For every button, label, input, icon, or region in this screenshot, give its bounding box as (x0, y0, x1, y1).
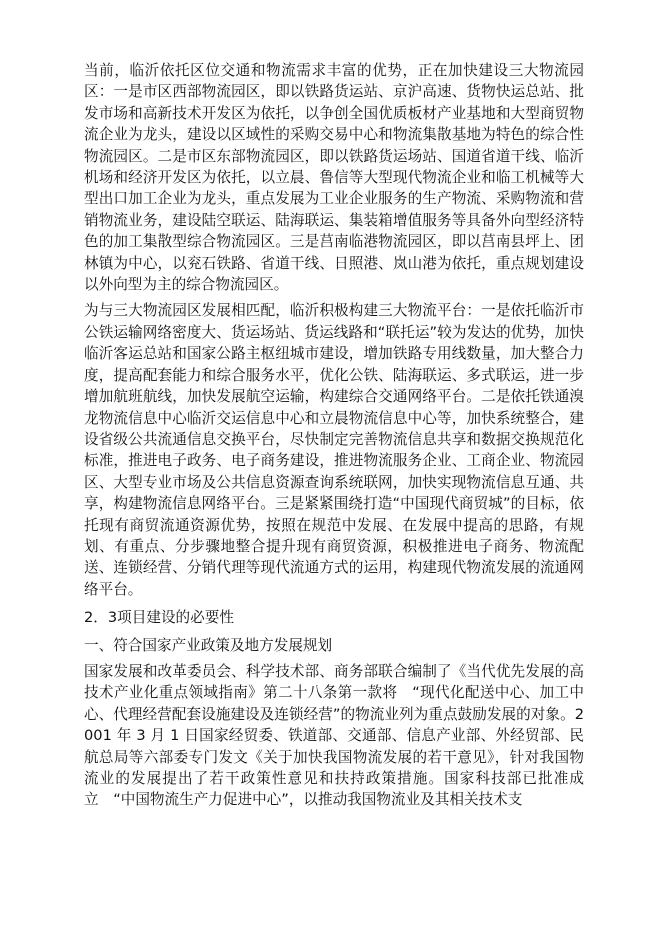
section-heading: 2．3项目建设的必要性 (84, 609, 234, 627)
paragraph-logistics-parks: 当前，临沂依托区位交通和物流需求丰富的优势，正在加快建设三大物流园区：一是市区西部物流园区，即以铁路货运站、京沪高速、货物快运总站、批发市场和高新技术开发区为依托，以争创全国优质板材产业基地和大型商贸物流企业为龙头，建设以区域性的采购交易中心和物流集散基地为特色的综合性物流园区。二是市区东部物流园区，即以铁路货运场站、国道省道干线、临沂机场和经济开发区为依托，以立晨、鲁信等大型现代物流企业和临工机械等大型出口加工企业为龙头，重点发展为工业企业服务的生产物流、采购物流和营销物流业务，建设陆空联运、陆海联运、集装箱增值服务等具备外向型经济特色的加工集散型综合物流园区。三是莒南临港物流园区，即以莒南县坪上、团林镇为中心，以兖石铁路、省道干线、日照港、岚山港为依托，重点规划建设以外向型为主的综合物流园区。 (84, 62, 584, 294)
paragraph-logistics-platforms: 为与三大物流园区发展相匹配，临沂积极构建三大物流平台：一是依托临沂市公铁运输网络密度大、货运场站、货运线路和“联托运”较为发达的优势，加快临沂客运总站和国家公路主枢纽城市建设，增加铁路专用线数量，加大整合力度，提高配套能力和综合服务水平，优化公铁、陆海联运、多式联运，进一步增加航班航线，加快发展航空运输，构建综合交通网络平台。二是依托铁通溴龙物流信息中心临沂交运信息中心和立晨物流信息中心等，加快系统整合，建设省级公共流通信息交换平台，尽快制定完善物流信息共享和数据交换规范化标准，推进电子政务、电子商务建设，推进物流服务企业、工商企业、物流园区、大型专业市场及公共信息资源查询系统联网，加快实现物流信息互通、共享，构建物流信息网络平台。三是紧紧围绕打造“中国现代商贸城”的目标，依托现有商贸流通资源优势，按照在规范中发展、在发展中提高的思路，有规划、有重点、分步骤地整合提升现有商贸资源，积极推进电子商务、物流配送、连锁经营、分销代理等现代流通方式的运用，构建现代物流发展的流通网络平台。 (84, 302, 584, 598)
document-body (84, 60, 584, 811)
subsection-heading: 一、符合国家产业政策及地方发展规划 (84, 636, 333, 654)
paragraph-national-policy: 国家发展和改革委员会、科学技术部、商务部联合编制了《当代优先发展的高技术产业化重点领域指南》第二十八条第一款将 “现代化配送中心、加工中心、代理经营配套设施建设及连锁经营”的物流业列为重点鼓励发展的对象。2001 年 3 月 1 日国家经贸委、铁道部、交通部、信息产业部、外经贸部、民航总局等六部委专门发文《关于加快我国物流发展的若干意见》，针对我国物流业的发展提出了若干政策性意见和扶持政策措施。国家科技部已批准成立 “中国物流生产力促进中心”，以推动我国物流业及其相关技术支 (84, 662, 584, 809)
